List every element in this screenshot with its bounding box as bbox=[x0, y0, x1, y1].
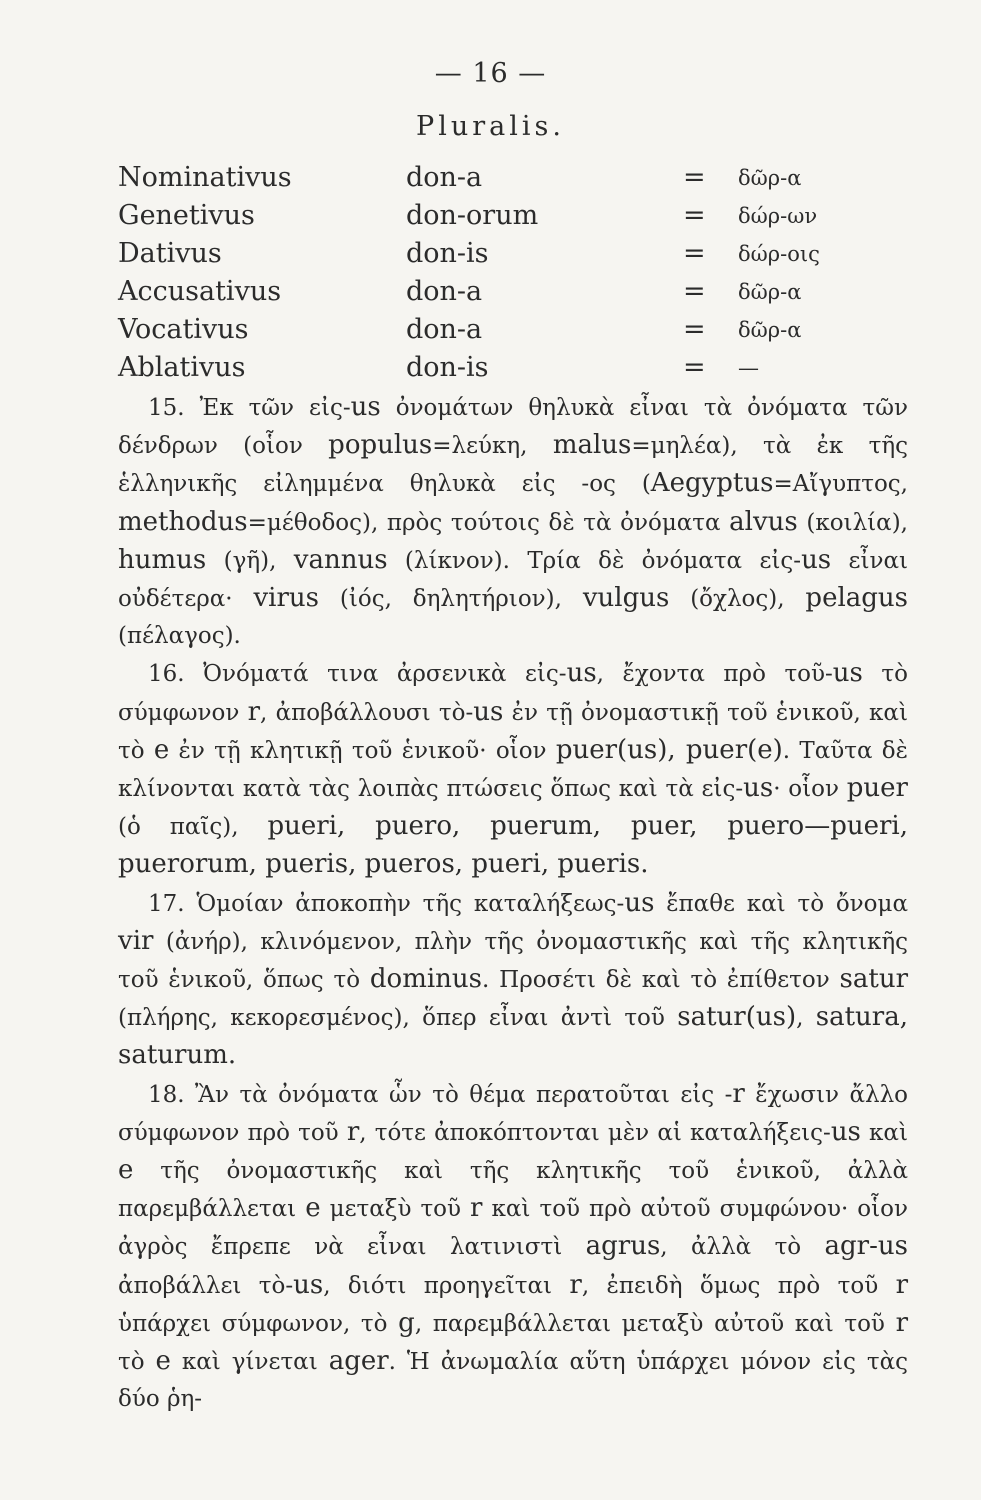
latin-term: e bbox=[155, 1346, 171, 1377]
latin-term: us bbox=[350, 392, 381, 422]
declension-row bbox=[118, 238, 818, 276]
text-run: (ἰός, δηλητήριον), bbox=[319, 586, 583, 613]
latin-term: vulgus bbox=[582, 583, 670, 614]
text-run: (ὁ παῖς), bbox=[118, 814, 268, 841]
latin-term: us bbox=[293, 1269, 324, 1300]
case-name: Dativus bbox=[118, 238, 222, 269]
text-run: (λίκνον). Τρία δὲ ὀνόματα εἰς- bbox=[387, 547, 802, 574]
latin-term: vannus bbox=[293, 544, 388, 575]
declension-table bbox=[118, 162, 818, 390]
latin-form: don-a bbox=[406, 162, 483, 193]
latin-term: virus bbox=[253, 583, 320, 614]
latin-term: g bbox=[398, 1307, 415, 1338]
equals-sign: = bbox=[683, 314, 706, 345]
text-run: . Προσέτι δὲ καὶ τὸ ἐπίθετον bbox=[482, 967, 840, 994]
text-run: (πέλαγος). bbox=[118, 623, 241, 650]
latin-term: us bbox=[830, 1116, 861, 1147]
text-run: καὶ γίνεται bbox=[170, 1349, 329, 1376]
greek-form: δώρ-οις bbox=[738, 242, 820, 266]
greek-form: — bbox=[738, 356, 759, 380]
text-run: ἔπαθε καὶ τὸ ὄνομα bbox=[654, 890, 908, 917]
greek-form: δώρ-ων bbox=[738, 204, 818, 228]
text-run: . Ταῦτα δὲ κλίνονται κατὰ τὰς λοιπὰς πτώσεις ὅπως καὶ τὰ εἰς- bbox=[118, 737, 908, 803]
case-name: Vocativus bbox=[118, 314, 249, 345]
equals-sign: = bbox=[683, 276, 706, 307]
text-run: 18. Ἂν τὰ ὀνόματα ὧν τὸ θέμα περατοῦται εἰς - bbox=[148, 1081, 733, 1108]
text-run: 15. Ἐκ τῶν εἰς- bbox=[148, 395, 351, 421]
declension-row bbox=[118, 352, 818, 390]
text-run: , ἔχοντα πρὸ τοῦ- bbox=[596, 661, 833, 688]
latin-term: us bbox=[801, 544, 832, 575]
latin-form: don-a bbox=[406, 276, 483, 307]
text-run: καὶ τοῦ πρὸ αὐτοῦ συμφώνου· οἷον ἀγρὸς ἔπρεπε νὰ εἶναι λατινιστὶ bbox=[118, 1196, 908, 1261]
text-run: τὸ σύμφωνον bbox=[118, 661, 908, 726]
latin-term: us bbox=[624, 887, 655, 918]
latin-term: r bbox=[895, 1269, 908, 1300]
case-name: Ablativus bbox=[118, 352, 246, 383]
text-run: εἶναι οὐδέτερα· bbox=[118, 547, 908, 613]
latin-term: us bbox=[832, 658, 863, 689]
text-run: , bbox=[796, 1005, 816, 1032]
text-run: , ἐπειδὴ ὅμως πρὸ τοῦ bbox=[581, 1272, 896, 1299]
text-run: ἀποβάλλει τὸ- bbox=[118, 1272, 294, 1299]
text-run: . Ἡ ἀνωμαλία αὕτη ὑπάρχει μόνον εἰς τὰς δύο ῥη- bbox=[118, 1349, 909, 1413]
text-run: ὀνομάτων θηλυκὰ εἶναι τὰ ὀνόματα τῶν δένδρων (οἷον bbox=[118, 395, 909, 460]
text-run: (ἀνήρ), κλινόμενον, πλὴν τῆς ὀνομαστικῆς καὶ τῆς κλητικῆς τοῦ ἑνικοῦ, ὅπως τὸ bbox=[118, 928, 908, 994]
latin-term: malus bbox=[552, 430, 632, 461]
text-run: , ἀλλὰ τὸ bbox=[660, 1234, 825, 1261]
text-run: 17. Ὁμοίαν ἀποκοπὴν τῆς καταλήξεως- bbox=[148, 890, 625, 917]
latin-form: don-is bbox=[406, 352, 489, 383]
paragraph-15 bbox=[118, 389, 908, 655]
text-run: , διότι προηγεῖται bbox=[323, 1272, 570, 1299]
latin-term: Aegyptus bbox=[650, 468, 774, 499]
latin-term: us bbox=[743, 773, 774, 804]
text-run: τὸ bbox=[118, 1349, 156, 1376]
latin-term: humus bbox=[118, 544, 207, 575]
section-title: Pluralis. bbox=[416, 111, 565, 142]
latin-term: us bbox=[566, 658, 597, 689]
latin-term: agrus bbox=[585, 1231, 661, 1262]
greek-form: δῶρ-α bbox=[738, 166, 802, 190]
text-run: (πλήρης, κεκορεσμένος), ὅπερ εἶναι ἀντὶ τοῦ bbox=[118, 1005, 678, 1032]
declension-row bbox=[118, 314, 818, 352]
latin-form: don-a bbox=[406, 314, 483, 345]
latin-term: satur bbox=[839, 964, 908, 995]
text-run: ἔχωσιν ἄλλο σύμφωνον πρὸ τοῦ bbox=[118, 1081, 908, 1146]
case-name: Genetivus bbox=[118, 200, 255, 231]
latin-term: r bbox=[346, 1116, 360, 1147]
declension-row bbox=[118, 200, 818, 238]
text-run: =μέθοδος), πρὸς τούτοις δὲ τὰ ὀνόματα bbox=[247, 509, 730, 536]
latin-form: don-orum bbox=[406, 200, 539, 231]
latin-term: methodus bbox=[118, 506, 248, 537]
latin-term: satur(us) bbox=[677, 1002, 797, 1033]
text-run: =λεύκη, bbox=[432, 433, 553, 460]
body-text bbox=[118, 389, 908, 1418]
text-run: (γῆ), bbox=[206, 547, 294, 574]
text-run: 16. Ὀνόματά τινα ἀρσενικὰ εἰς- bbox=[148, 661, 567, 688]
latin-form: don-is bbox=[406, 238, 489, 269]
latin-term: populus bbox=[328, 430, 433, 461]
latin-term: r bbox=[732, 1078, 745, 1109]
latin-term: dominus bbox=[369, 964, 482, 995]
latin-term: r bbox=[569, 1269, 582, 1300]
latin-term: puer(us), puer(e) bbox=[555, 734, 783, 765]
latin-term: pueri, puero, puerum, puer, puero—pueri, puerorum, pueris, pueros, pueri, pueris. bbox=[118, 811, 908, 880]
equals-sign: = bbox=[683, 238, 706, 269]
paragraph-18 bbox=[118, 1076, 908, 1419]
text-run: μεταξὺ τοῦ bbox=[320, 1196, 471, 1223]
text-run: , ἀποβάλλουσι τὸ- bbox=[260, 699, 474, 726]
latin-term: pelagus bbox=[805, 583, 908, 614]
latin-term: ager bbox=[328, 1346, 389, 1377]
text-run: , παρεμβάλλεται μεταξὺ αὐτοῦ καὶ τοῦ bbox=[414, 1310, 896, 1337]
greek-form: δῶρ-α bbox=[738, 318, 802, 342]
text-run: (ὄχλος), bbox=[669, 586, 806, 613]
text-run: τῆς ὀνομαστικῆς καὶ τῆς κλητικῆς τοῦ ἑνικοῦ, ἀλλὰ παρεμβάλλεται bbox=[118, 1158, 908, 1223]
greek-form: δῶρ-α bbox=[738, 280, 802, 304]
equals-sign: = bbox=[683, 352, 706, 383]
paragraph-16 bbox=[118, 655, 908, 884]
latin-term: alvus bbox=[729, 506, 798, 537]
paragraph-17 bbox=[118, 885, 908, 1076]
text-run: , τότε ἀποκόπτονται μὲν αἱ καταλήξεις- bbox=[359, 1119, 831, 1146]
text-run: =Αἴγυπτος, bbox=[773, 471, 908, 498]
latin-term: satura, saturum. bbox=[118, 1002, 908, 1071]
text-run: (κοιλία), bbox=[797, 509, 908, 536]
text-run: ὑπάρχει σύμφωνον, τὸ bbox=[118, 1310, 399, 1337]
text-run: =μηλέα), τὰ ἐκ τῆς ἑλληνικῆς εἰλημμένα θηλυκὰ εἰς -ος ( bbox=[118, 433, 909, 498]
text-run: καὶ bbox=[860, 1119, 908, 1146]
case-name: Accusativus bbox=[118, 276, 282, 307]
text-run: · οἷον bbox=[773, 776, 847, 803]
equals-sign: = bbox=[683, 162, 706, 193]
declension-row bbox=[118, 162, 818, 200]
equals-sign: = bbox=[683, 200, 706, 231]
latin-term: us bbox=[473, 696, 504, 727]
text-run: ἐν τῇ κλητικῇ τοῦ ἑνικοῦ· οἷον bbox=[169, 737, 556, 764]
latin-term: e bbox=[305, 1193, 321, 1224]
latin-term: e bbox=[153, 734, 170, 765]
case-name: Nominativus bbox=[118, 162, 292, 193]
declension-row bbox=[118, 276, 818, 314]
latin-term: e bbox=[118, 1155, 134, 1186]
latin-term: r bbox=[470, 1193, 483, 1224]
text-run: ἐν τῇ ὀνομαστικῇ τοῦ ἑνικοῦ, καὶ τὸ bbox=[118, 699, 908, 764]
latin-term: vir bbox=[118, 925, 154, 956]
page-number: — 16 — bbox=[434, 58, 547, 89]
latin-term: puer bbox=[846, 773, 908, 804]
latin-term: agr-us bbox=[824, 1231, 908, 1262]
latin-term: r bbox=[895, 1307, 909, 1338]
latin-term: r bbox=[247, 696, 261, 727]
